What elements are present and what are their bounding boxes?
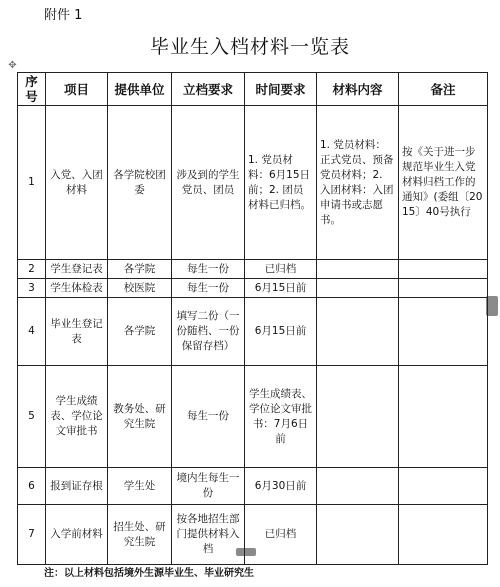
- cell-remark[interactable]: [399, 505, 488, 565]
- cell-content[interactable]: [317, 298, 399, 366]
- cell-item[interactable]: 学生体检表: [46, 279, 108, 298]
- table-row: [18, 106, 488, 260]
- cell-no[interactable]: 2: [18, 260, 46, 279]
- column-header-time: 时间要求: [245, 73, 317, 106]
- cell-no[interactable]: 5: [18, 366, 46, 468]
- cell-requirement[interactable]: 每生一份: [172, 366, 245, 468]
- cell-requirement[interactable]: 境内生每生一份: [172, 468, 245, 505]
- cell-requirement[interactable]: 每生一份: [172, 279, 245, 298]
- cell-remark[interactable]: 按《关于进一步规范毕业生入党材料归档工作的通知》(委组〔2015〕40号执行: [399, 106, 488, 260]
- cell-content[interactable]: [317, 468, 399, 505]
- cell-time[interactable]: 已归档: [245, 505, 317, 565]
- cell-remark[interactable]: [399, 468, 488, 505]
- table-row: [18, 366, 488, 468]
- cell-provider[interactable]: 学生处: [108, 468, 172, 505]
- cell-provider[interactable]: 各学院: [108, 260, 172, 279]
- cell-remark[interactable]: [399, 279, 488, 298]
- cell-requirement[interactable]: 按各地招生部门提供材料入档: [172, 505, 245, 565]
- cell-no[interactable]: 6: [18, 468, 46, 505]
- cell-item[interactable]: 报到证存根: [46, 468, 108, 505]
- cell-remark[interactable]: [399, 298, 488, 366]
- attachment-label: 附件 1: [44, 8, 83, 23]
- table-row: [18, 298, 488, 366]
- cell-content[interactable]: [317, 366, 399, 468]
- cell-requirement[interactable]: 每生一份: [172, 260, 245, 279]
- cell-provider[interactable]: 校医院: [108, 279, 172, 298]
- cell-provider[interactable]: 各学院: [108, 298, 172, 366]
- cell-item[interactable]: 入党、入团材料: [46, 106, 108, 260]
- cell-remark[interactable]: [399, 366, 488, 468]
- cell-no[interactable]: 1: [18, 106, 46, 260]
- cell-provider[interactable]: 招生处、研究生院: [108, 505, 172, 565]
- cell-item[interactable]: 毕业生登记表: [46, 298, 108, 366]
- cell-requirement[interactable]: 涉及到的学生党员、团员: [172, 106, 245, 260]
- cell-remark[interactable]: [399, 260, 488, 279]
- cell-item[interactable]: 入学前材料: [46, 505, 108, 565]
- materials-table: [17, 72, 488, 565]
- cell-no[interactable]: 3: [18, 279, 46, 298]
- cell-no[interactable]: 7: [18, 505, 46, 565]
- cell-time[interactable]: 1. 党员材料：6月15日前；2. 团员材料已归档。: [245, 106, 317, 260]
- cell-provider[interactable]: 教务处、研究生院: [108, 366, 172, 468]
- table-move-handle-icon[interactable]: ✥: [8, 60, 17, 71]
- cell-content[interactable]: [317, 505, 399, 565]
- cell-provider[interactable]: 各学院校团委: [108, 106, 172, 260]
- cell-item[interactable]: 学生登记表: [46, 260, 108, 279]
- cell-time[interactable]: 6月15日前: [245, 298, 317, 366]
- cell-content[interactable]: 1. 党员材料：正式党员、预备党员材料；2. 入团材料：入团申请书或志愿书。: [317, 106, 399, 260]
- cell-time[interactable]: 6月15日前: [245, 279, 317, 298]
- footnote: 注：以上材料包括境外生源毕业生、毕业研究生: [44, 568, 254, 579]
- cell-requirement[interactable]: 填写二份（一份随档、一份保留存档）: [172, 298, 245, 366]
- table-row: [18, 505, 488, 565]
- cell-content[interactable]: [317, 279, 399, 298]
- column-header-content: 材料内容: [317, 73, 399, 106]
- cell-content[interactable]: [317, 260, 399, 279]
- table-header-row: [18, 73, 488, 106]
- column-header-no: 序号: [18, 73, 46, 106]
- cell-time[interactable]: 6月30日前: [245, 468, 317, 505]
- cell-item[interactable]: 学生成绩表、学位论文审批书: [46, 366, 108, 468]
- table-row: [18, 468, 488, 505]
- cell-time[interactable]: 学生成绩表、学位论文审批书：7月6日前: [245, 366, 317, 468]
- table-row: [18, 279, 488, 298]
- column-header-remark: 备注: [399, 73, 488, 106]
- cell-time[interactable]: 已归档: [245, 260, 317, 279]
- cell-no[interactable]: 4: [18, 298, 46, 366]
- table-row: [18, 260, 488, 279]
- column-header-item: 项目: [46, 73, 108, 106]
- document-title: 毕业生入档材料一览表: [149, 36, 350, 58]
- column-header-provider: 提供单位: [108, 73, 172, 106]
- column-header-requirement: 立档要求: [172, 73, 245, 106]
